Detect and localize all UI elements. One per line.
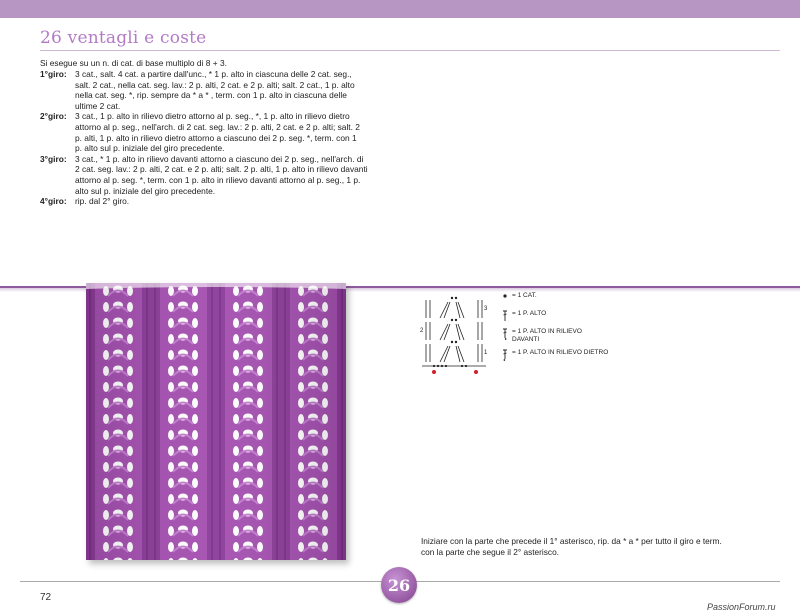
- pattern-number-badge: 26: [381, 567, 417, 603]
- legend-item: = 1 P. ALTO: [500, 310, 610, 322]
- round-label: 1°giro:: [40, 69, 67, 79]
- note-line: Iniziare con la parte che precede il 1° asterisco, rip. da * a * per tutto il giro e term.: [421, 536, 722, 546]
- row-label: 3: [484, 306, 488, 312]
- watermark: PassionForum.ru: [707, 602, 776, 612]
- round-line: rip. dal 2° giro.: [75, 196, 130, 207]
- round-line: alto sul p. iniziale del giro precedente.: [75, 185, 216, 196]
- stitch-legend: [500, 292, 610, 367]
- legend-item: = 1 P. ALTO IN RILIEVO DIETRO: [500, 349, 610, 361]
- stitch-diagram: [420, 292, 490, 378]
- legend-item: = 1 P. ALTO IN RILIEVO DAVANTI: [500, 328, 610, 343]
- swatch-image: [86, 283, 346, 560]
- round-line: attorno al p. seg. *, term. con 1 p. alto in rilievo davanti attorno al p. seg., 1 p.: [75, 174, 361, 185]
- front-post-icon: [500, 328, 510, 340]
- intro-text: Si esegue su un n. di cat. di base multiplo di 8 + 3.: [40, 58, 227, 68]
- legend-item: = 1 CAT.: [500, 292, 610, 304]
- dot-icon: [500, 292, 510, 304]
- round-line: ultime 2 cat.: [75, 100, 121, 111]
- round-line: 3 cat., * 1 p. alto in rilievo davanti attorno a ciascuno dei 2 p. seg., nell'arch. di: [75, 153, 364, 164]
- round-label: 2°giro:: [40, 111, 67, 122]
- back-post-icon: [500, 349, 510, 361]
- round-label: 3°giro:: [40, 153, 67, 164]
- round-line: attorno al p. seg., nell'arch. di 2 cat. seg. lav.: 2 p. alti, 2 cat. e 2 p. alti; salt. 2: [75, 121, 360, 132]
- top-band: [0, 0, 800, 18]
- round-line: salt. 2 cat., nella cat. seg. lav.: 2 p. alti, 2 cat. e 2 p. alti; salt. 2 cat., 1 p. alto: [75, 79, 355, 90]
- page-number: 72: [40, 592, 52, 603]
- round-label: 4°giro:: [40, 196, 67, 207]
- round-2: [40, 111, 390, 153]
- round-line: nella cat. seg. *, rip. sempre da * a * , term. con 1 p. alto in ciascuna delle: [75, 90, 347, 101]
- row-label: 1: [484, 350, 488, 356]
- note-line: con la parte che segue il 2° asterisco.: [421, 547, 559, 557]
- round-line: p. alti, 1 p. alto in rilievo dietro attorno a ciascuno dei 2 p. seg. *, term. con 1: [75, 132, 357, 143]
- round-3: [40, 154, 390, 196]
- instruction-note: [421, 536, 781, 558]
- round-line: p. alto sul p. iniziale del giro precedente.: [75, 143, 225, 154]
- rounds-list: [40, 69, 390, 207]
- round-1: [40, 69, 390, 111]
- crochet-swatch-photo: [86, 283, 346, 560]
- round-line: 3 cat., salt. 4 cat. a partire dall'unc., * 1 p. alto in ciascuna delle 2 cat. seg.,: [75, 69, 352, 79]
- round-line: 2 cat. seg. lav.: 2 p. alti, 2 cat. e 2 p. alti; salt. 2 p. alti, 1 p. alto in rilievo davanti: [75, 164, 368, 175]
- title-rule: [40, 50, 780, 51]
- treble-icon: [500, 310, 510, 322]
- row-label: 2: [420, 328, 424, 334]
- stitch-chart-svg: [420, 292, 490, 378]
- round-line: 3 cat., 1 p. alto in rilievo dietro attorno al p. seg., *, 1 p. alto in rilievo dietro: [75, 111, 350, 122]
- round-4: [40, 196, 390, 207]
- page-title: 26 ventagli e coste: [40, 28, 207, 48]
